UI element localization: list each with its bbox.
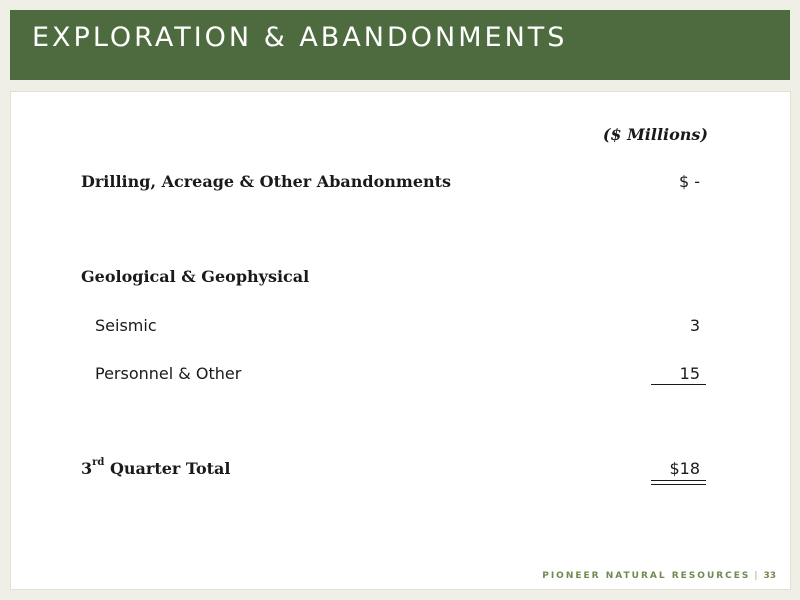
row-label-total <box>81 459 231 478</box>
row-label-drilling: Drilling, Acreage & Other Abandonments <box>81 172 452 191</box>
row-value-seismic: 3 <box>689 316 700 335</box>
title-bar <box>10 10 790 80</box>
total-double-underline <box>651 480 706 485</box>
footer <box>542 571 776 581</box>
footer-company: PIONEER NATURAL RESOURCES <box>542 571 751 581</box>
total-ordinal-number: 3 <box>81 459 93 478</box>
content-panel <box>10 91 791 590</box>
row-label-personnel: Personnel & Other <box>95 364 242 383</box>
page-title: EXPLORATION & ABANDONMENTS <box>32 22 568 53</box>
row-value-personnel: 15 <box>679 364 700 383</box>
row-value-drilling: $ - <box>678 172 700 191</box>
row-label-seismic: Seismic <box>95 316 157 335</box>
total-label-text: Quarter Total <box>104 459 231 478</box>
units-label: ($ Millions) <box>602 125 708 144</box>
row-value-total: $18 <box>669 459 700 478</box>
subtotal-underline <box>651 384 706 385</box>
page-number: 33 <box>763 571 776 581</box>
total-ordinal-suffix: rd <box>92 457 105 468</box>
section-heading-geological: Geological & Geophysical <box>81 267 310 286</box>
footer-separator: | <box>754 571 760 581</box>
